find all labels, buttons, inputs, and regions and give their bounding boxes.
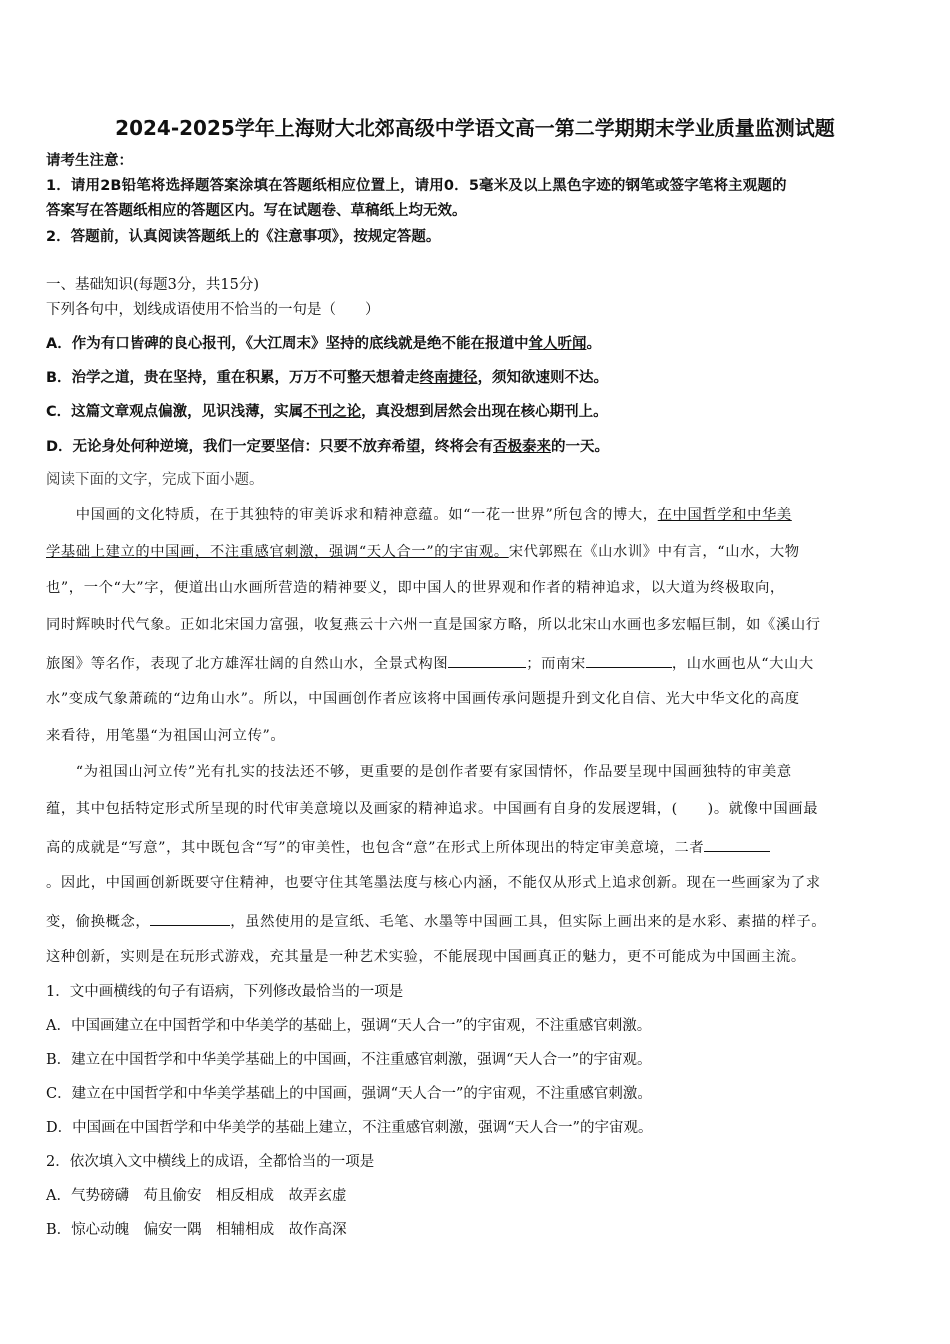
question-stem: 下列各句中，划线成语使用不恰当的一句是（ ）: [46, 302, 380, 318]
passage-text: 宋代郭熙在《山水训》中有言，“山水，大物: [508, 544, 800, 560]
question-1-option-c: C．建立在中国哲学和中华美学基础上的中国画，强调“天人合一”的宇宙观，不注重感官刺激。: [46, 1086, 652, 1102]
passage-line: 也”，一个“大”字，便道出山水画所营造的精神要义，即中国人的世界观和作者的精神追求，以大道为终极取向，: [46, 580, 785, 596]
option-b-text: B．治学之道，贵在坚持，重在积累，万万不可整天想着走: [46, 370, 420, 386]
option-d-text: D．无论身处何种逆境，我们一定要坚信：只要不放弃希望，终将会有: [46, 439, 494, 455]
fill-blank: [704, 836, 770, 852]
option-b: [46, 368, 608, 388]
option-c-text: C．这篇文章观点偏激，见识浅薄，实属: [46, 404, 304, 420]
question-1-option-d: D．中国画在中国哲学和中华美学的基础上建立，不注重感官刺激，强调“天人合一”的宇宙观。: [46, 1120, 653, 1136]
passage-line: [46, 505, 906, 525]
notice-line-1: 1．请用2B铅笔将选择题答案涂填在答题纸相应位置上，请用0．5毫米及以上黑色字迹的钢笔或签字笔将主观题的: [46, 178, 787, 194]
notice-heading: 请考生注意：: [46, 153, 133, 169]
question-2-stem: 2．依次填入文中横线上的成语，全都恰当的一项是: [46, 1154, 375, 1170]
passage-text: ；而南宋: [526, 656, 586, 672]
section-heading: 一、基础知识(每题3分，共15分): [46, 277, 259, 293]
question-2-option-b: B．惊心动魄 偏安一隅 相辅相成 故作高深: [46, 1222, 347, 1238]
passage-text: ，虽然使用的是宣纸、毛笔、水墨等中国画工具，但实际上画出来的是水彩、素描的样子。: [230, 914, 827, 930]
passage-line: “为祖国山河立传”光有扎实的技法还不够，更重要的是创作者要有家国情怀，作品要呈现中国画独特的审美意: [46, 764, 792, 780]
passage-line: [46, 910, 906, 932]
option-a-text: A．作为有口皆碑的良心报刊，《大江周末》坚持的底线就是绝不能在报道中: [46, 336, 529, 352]
passage-line: 。因此，中国画创新既要守住精神，也要守住其笔墨法度与核心内涵，不能仅从形式上追求创新。现在一些画家为了求: [46, 875, 821, 891]
underlined-sentence: 学基础上建立的中国画，不注重感官刺激，强调“天人合一”的宇宙观。: [46, 544, 509, 560]
question-2-option-a: A．气势磅礴 苟且偷安 相反相成 故弄玄虚: [46, 1188, 347, 1204]
question-1-option-b: B．建立在中国哲学和中华美学基础上的中国画，不注重感官刺激，强调“天人合一”的宇宙观。: [46, 1052, 652, 1068]
option-b-idiom: 终南捷径: [419, 370, 478, 386]
passage-line: [46, 836, 906, 858]
option-c: [46, 402, 608, 422]
passage-text: 旅图》等名作，表现了北方雄浑壮阔的自然山水，全景式构图: [46, 656, 449, 672]
passage-line: 来看待，用笔墨“为祖国山河立传”。: [46, 728, 286, 744]
reading-intro: 阅读下面的文字，完成下面小题。: [46, 472, 264, 488]
passage-line: [46, 542, 906, 562]
page-title: 2024-2025学年上海财大北郊高级中学语文高一第二学期期末学业质量监测试题: [115, 116, 835, 140]
fill-blank: [586, 652, 672, 668]
option-a-end: 。: [586, 336, 601, 352]
fill-blank: [448, 652, 526, 668]
passage-line: 这种创新，实则是在玩形式游戏，充其量是一种艺术实验，不能展现中国画真正的魅力，更不可能成为中国画主流。: [46, 949, 806, 965]
option-d-idiom: 否极泰来: [493, 439, 552, 455]
notice-line-2: 答案写在答题纸相应的答题区内。写在试题卷、草稿纸上均无效。: [46, 203, 467, 219]
passage-line: 同时辉映时代气象。正如北宋国力富强，收复燕云十六州一直是国家方略，所以北宋山水画也多宏幅巨制，如《溪山行: [46, 617, 821, 633]
option-d-end: 的一天。: [551, 439, 610, 455]
question-1-option-a: A．中国画建立在中国哲学和中华美学的基础上，强调“天人合一”的宇宙观，不注重感官刺激。: [46, 1018, 652, 1034]
option-b-end: ，须知欲速则不达。: [477, 370, 609, 386]
option-a-idiom: 耸人听闻: [528, 336, 587, 352]
notice-line-3: 2．答题前，认真阅读答题纸上的《注意事项》，按规定答题。: [46, 229, 441, 245]
passage-text: 变，偷换概念，: [46, 914, 151, 930]
question-1-stem: 1．文中画横线的句子有语病，下列修改最恰当的一项是: [46, 984, 404, 1000]
underlined-sentence: 在中国哲学和中华美: [657, 507, 792, 523]
passage-line: [46, 652, 906, 674]
option-c-end: ，真没想到居然会出现在核心期刊上。: [361, 404, 608, 420]
option-c-idiom: 不刊之论: [303, 404, 362, 420]
passage-text: 高的成就是“写意”，其中既包含“写”的审美性，也包含“意”在形式上所体现出的特定审美意境，二者: [46, 840, 705, 856]
passage-text: ，山水画也从“大山大: [671, 656, 814, 672]
passage-line: 水”变成气象萧疏的“边角山水”。所以，中国画创作者应该将中国画传承问题提升到文化自信、光大中华文化的高度: [46, 691, 800, 707]
passage-text: 中国画的文化特质，在于其独特的审美诉求和精神意蕴。如“一花一世界”所包含的博大，: [46, 507, 658, 523]
option-a: [46, 334, 601, 354]
passage-line: 蕴，其中包括特定形式所呈现的时代审美意境以及画家的精神追求。中国画有自身的发展逻辑，( )。就像中国画最: [46, 801, 819, 817]
fill-blank: [150, 910, 230, 926]
option-d: [46, 437, 609, 457]
